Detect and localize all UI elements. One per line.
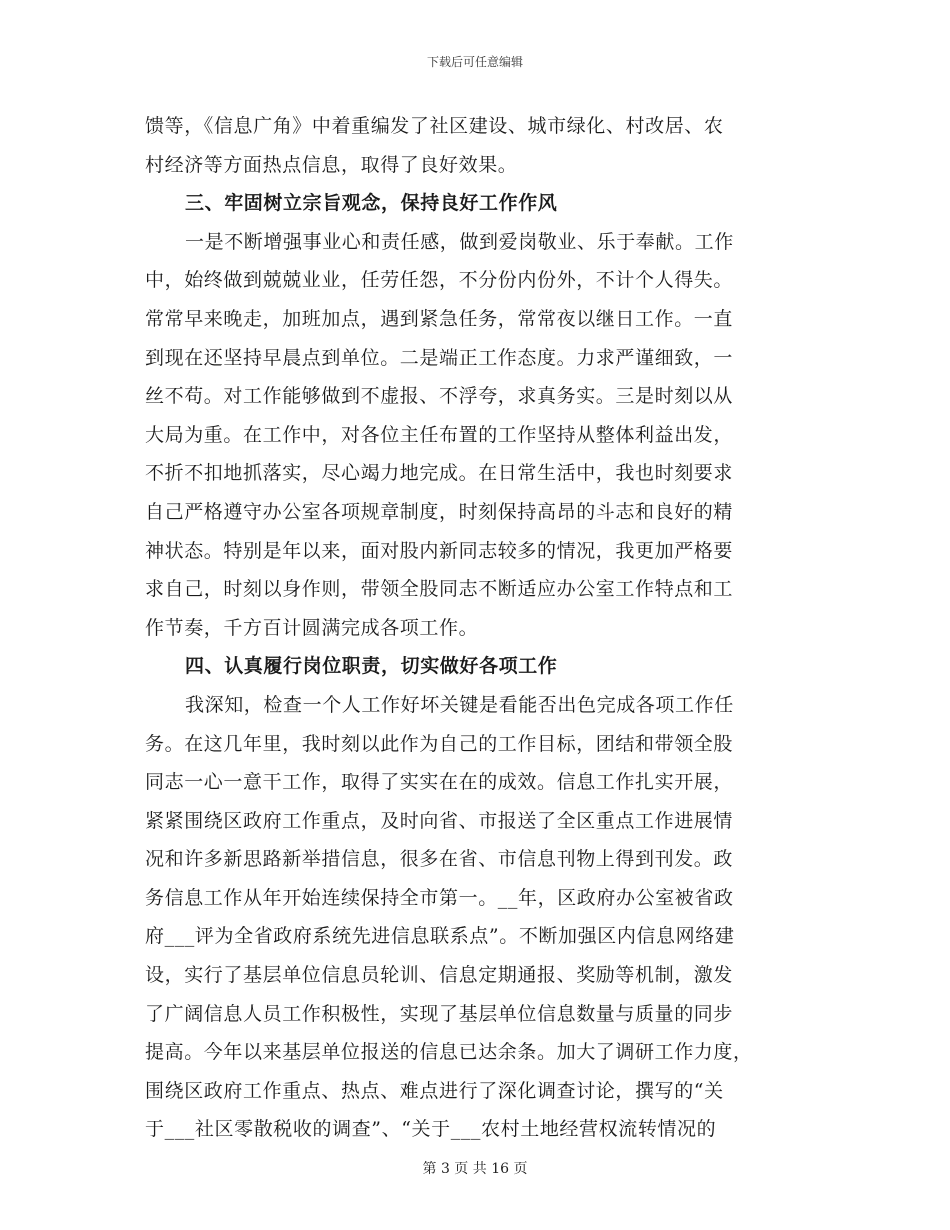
document-body [145, 107, 805, 1149]
body-line: 作节奏，千方百计圆满完成各项工作。 [145, 616, 479, 639]
page-footer: 第 3 页 共 16 页 [422, 1161, 528, 1177]
body-line: 神状态。特别是年以来，面对股内新同志较多的情况，我更加严格要 [145, 539, 734, 562]
body-line: 自己严格遵守办公室各项规章制度，时刻保持高昂的斗志和良好的精 [145, 500, 734, 523]
section-heading-3: 三、牢固树立宗旨观念，保持良好工作作风 [185, 192, 558, 215]
body-line: 中，始终做到兢兢业业，任劳任怨，不分份内份外，不计个人得失。 [145, 269, 734, 292]
body-line: 丝不苟。对工作能够做到不虚报、不浮夸，求真务实。三是时刻以从 [145, 385, 734, 408]
page-header: 下载后可任意编辑 [426, 55, 523, 69]
body-line: 不折不扣地抓落实，尽心竭力地完成。在日常生活中，我也时刻要求 [145, 462, 734, 485]
paragraph-start-line: 我深知，检查一个人工作好坏关键是看能否出色完成各项工作任 [185, 693, 734, 716]
body-line: 府___评为全省政府系统先进信息联系点”。不断加强区内信息网络建 [145, 925, 735, 948]
body-line: 馈等，《信息广角》中着重编发了社区建设、城市绿化、村改居、农 [145, 115, 724, 137]
body-line: 设，实行了基层单位信息员轮训、信息定期通报、奖励等机制，激发 [145, 964, 734, 987]
body-line: 了广阔信息人员工作积极性，实现了基层单位信息数量与质量的同步 [145, 1002, 734, 1025]
body-line: 村经济等方面热点信息，取得了良好效果。 [145, 153, 518, 176]
body-line: 务。在这几年里，我时刻以此作为自己的工作目标，团结和带领全股 [145, 732, 734, 755]
section-heading-4: 四、认真履行岗位职责，切实做好各项工作 [185, 655, 558, 678]
body-line: 务信息工作从年开始连续保持全市第一。__年，区政府办公室被省政 [145, 886, 734, 909]
body-line: 围绕区政府工作重点、热点、难点进行了深化调查讨论，撰写的“关 [145, 1079, 724, 1102]
body-line: 同志一心一意干工作，取得了实实在在的成效。信息工作扎实开展， [145, 771, 734, 794]
body-line: 到现在还坚持早晨点到单位。二是端正工作态度。力求严谨细致，一 [145, 346, 734, 369]
body-line: 于___社区零散税收的调查”、“关于___农村土地经营权流转情况的 [145, 1118, 717, 1141]
body-line: 紧紧围绕区政府工作重点，及时向省、市报送了全区重点工作进展情 [145, 809, 734, 832]
paragraph-start-line: 一是不断增强事业心和责任感，做到爱岗敬业、乐于奉献。工作 [185, 230, 734, 253]
body-line: 常常早来晚走，加班加点，遇到紧急任务，常常夜以继日工作。一直 [145, 307, 734, 330]
body-line: 大局为重。在工作中，对各位主任布置的工作坚持从整体利益出发， [145, 423, 734, 446]
body-line: 况和许多新思路新举措信息，很多在省、市信息刊物上得到刊发。政 [145, 848, 734, 871]
body-line: 提高。今年以来基层单位报送的信息已达余条。加大了调研工作力度， [145, 1041, 753, 1064]
body-line: 求自己，时刻以身作则，带领全股同志不断适应办公室工作特点和工 [145, 578, 734, 601]
